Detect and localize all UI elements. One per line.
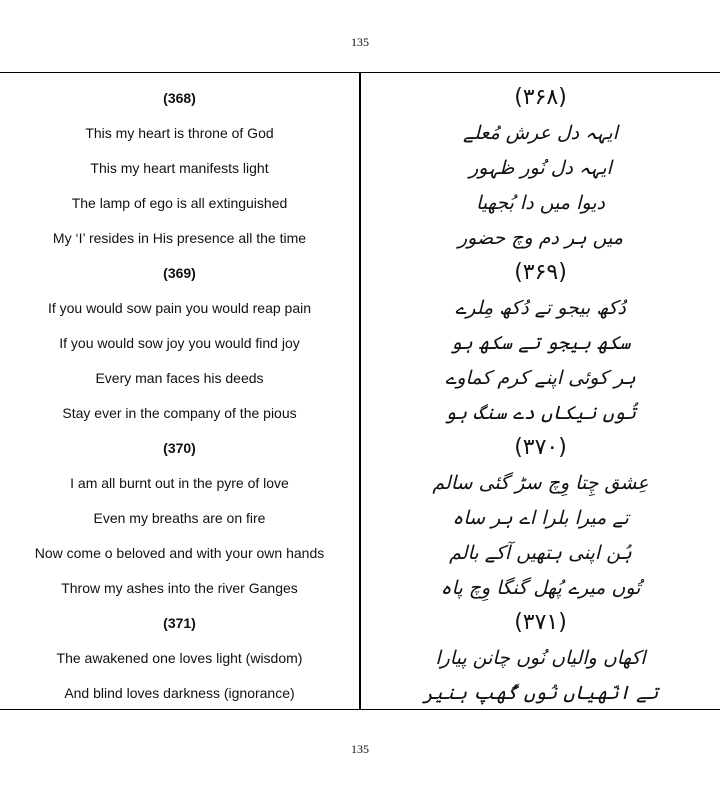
verse-line-ur: ہر کوئی اپنے کرم کماوے [445, 366, 636, 389]
verse-line-ur: دُکھ بیجو تے دُکھ مِلرے [455, 296, 626, 319]
verse-line-ur: تے انّھیاں نُوں گُھپ ہنیر [422, 681, 659, 704]
page-number-bottom: 135 [351, 742, 369, 756]
verse-line-en: The awakened one loves light (wisdom) [56, 649, 303, 666]
verse-number-en: (368) [163, 89, 196, 106]
verse-table [0, 72, 720, 710]
verse-line-ur: تُوں میرے پُھل گنگا وِچ پاہ [440, 576, 641, 599]
urdu-column [361, 73, 720, 709]
verse-line-en: If you would sow pain you would reap pain [47, 299, 312, 316]
verse-line-en: I am all burnt out in the pyre of love [70, 474, 289, 491]
verse-line-ur: تُوں نیکاں دے سنگ ہو [444, 401, 637, 424]
verse-number-ur: (۳۶۹) [514, 260, 567, 285]
verse-number-ur: (۳۷۰) [514, 435, 567, 460]
verse-line-ur: ایہہ دل نُور ظہور [469, 156, 612, 179]
verse-line-ur: اکھاں والیاں نُوں چانن پیارا [435, 646, 646, 669]
verse-line-ur: میں ہر دم وچ حضور [457, 226, 624, 249]
verse-number-en: (369) [163, 264, 196, 281]
verse-number-ur: (۳۶۸) [514, 85, 567, 110]
verse-line-ur: عِشق چِتا وِچ سڑ گئی سالم [432, 471, 649, 494]
verse-line-en: This my heart manifests light [90, 159, 269, 176]
verse-line-ur: سکھ بیجو تے سکھ ہو [450, 331, 631, 354]
verse-line-ur: دیوا میں دا بُجھیا [476, 191, 605, 214]
verse-number-en: (370) [163, 439, 196, 456]
verse-line-en: Every man faces his deeds [95, 369, 264, 386]
verse-line-en: Now come o beloved and with your own hands [34, 544, 325, 561]
english-column [0, 73, 359, 709]
verse-line-en: Even my breaths are on fire [93, 509, 266, 526]
verse-line-en: And blind loves darkness (ignorance) [64, 684, 295, 701]
verse-line-en: Throw my ashes into the river Ganges [61, 579, 298, 596]
page-number-top: 135 [351, 35, 369, 49]
verse-line-ur: ایہہ دل عرش مُعلے [463, 121, 618, 144]
verse-line-en: This my heart is throne of God [85, 124, 274, 141]
verse-line-en: Stay ever in the company of the pious [62, 404, 297, 421]
verse-line-en: The lamp of ego is all extinguished [71, 194, 288, 211]
verse-line-en: My ‘I’ resides in His presence all the time [52, 229, 307, 246]
verse-number-ur: (۳۷۱) [514, 610, 567, 635]
verse-line-ur: تے میرا بلرا اے ہر ساہ [452, 506, 629, 529]
verse-line-en: If you would sow joy you would find joy [59, 334, 300, 351]
verse-number-en: (371) [163, 614, 196, 631]
verse-line-ur: ہُن اپنی ہتھیں آکے بالم [449, 541, 632, 564]
